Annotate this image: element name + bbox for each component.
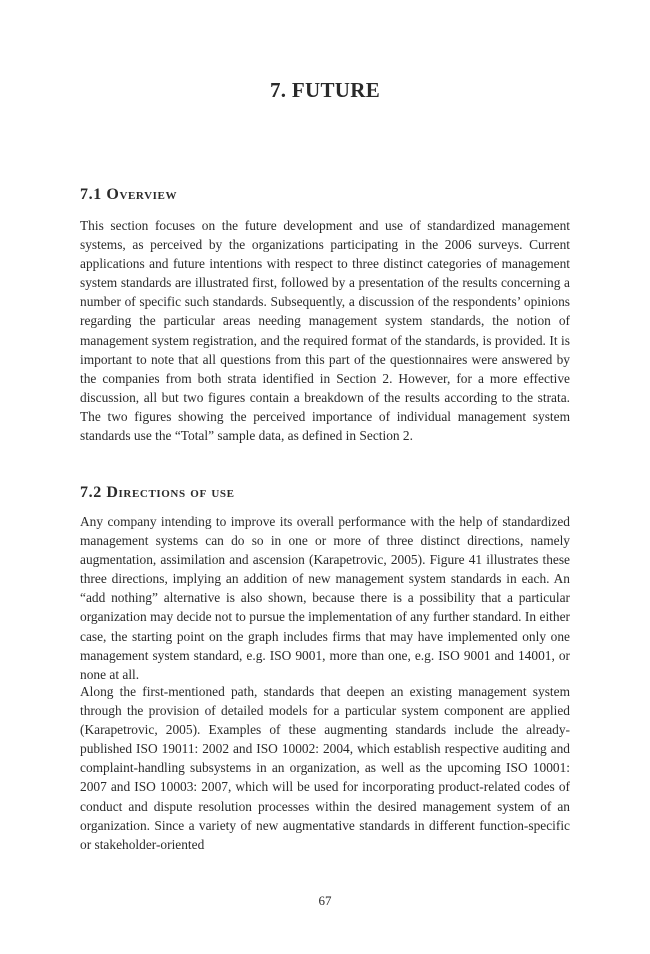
directions-paragraph-1: Any company intending to improve its overall performance with the help of standardized management systems can do so in one or more of three distinct directions, namely augmentation, assimilation and ascension (Karapetrovic, 2005). Figure 41 illustrates these three directions, implying an addition of new management system standards in each. An “add nothing” alternative is also shown, because there is a possibility that a particular organization may decide not to pursue the implementation of any further standard. In either case, the starting point on the graph includes firms that may have implemented only one management system standard, e.g. ISO 9001, more than one, e.g. ISO 9001 and 14001, or none at all. <box>80 514 570 682</box>
page-number: 67 <box>318 893 332 908</box>
directions-paragraph-2: Along the first-mentioned path, standards that deepen an existing management system through the provision of detailed models for a particular system component are applied (Karapetrovic, 2005). Examples of these augmenting standards include the already-published ISO 19011: 2002 and ISO 10002: 2004, which establish respective auditing and complaint-handling subsystems in an organization, as well as the upcoming ISO 10001: 2007 and ISO 10003: 2007, which will be used for incorporating product-related codes of conduct and dispute resolution processes within the desired management system of an organization. Since a variety of new augmentative standards in different function-specific or stakeholder-oriented <box>80 684 570 852</box>
chapter-title: 7. FUTURE <box>269 78 381 102</box>
overview-paragraph: This section focuses on the future development and use of standardized management systems, as perceived by the organizations participating in the 2006 surveys. Current applications and future intentions with respect to three distinct categories of management system standards are illustrated first, followed by a presentation of the results concerning a number of specific such standards. Subsequently, a discussion of the respondents’ opinions regarding the particular areas needing management system standards, the notion of management system registration, and the required format of the standards, is provided. It is important to note that all questions from this part of the questionnaires were answered by the companies from both strata identified in Section 2. However, for a more effective discussion, all but two figures contain a breakdown of the results according to the strata. The two figures showing the perceived importance of individual management system standards use the “Total” sample data, as defined in Section 2. <box>80 218 570 444</box>
section-heading-overview: 7.1 Overview <box>80 186 178 203</box>
document-page <box>80 0 570 954</box>
section-heading-directions-of-use: 7.2 Directions of use <box>80 484 235 501</box>
